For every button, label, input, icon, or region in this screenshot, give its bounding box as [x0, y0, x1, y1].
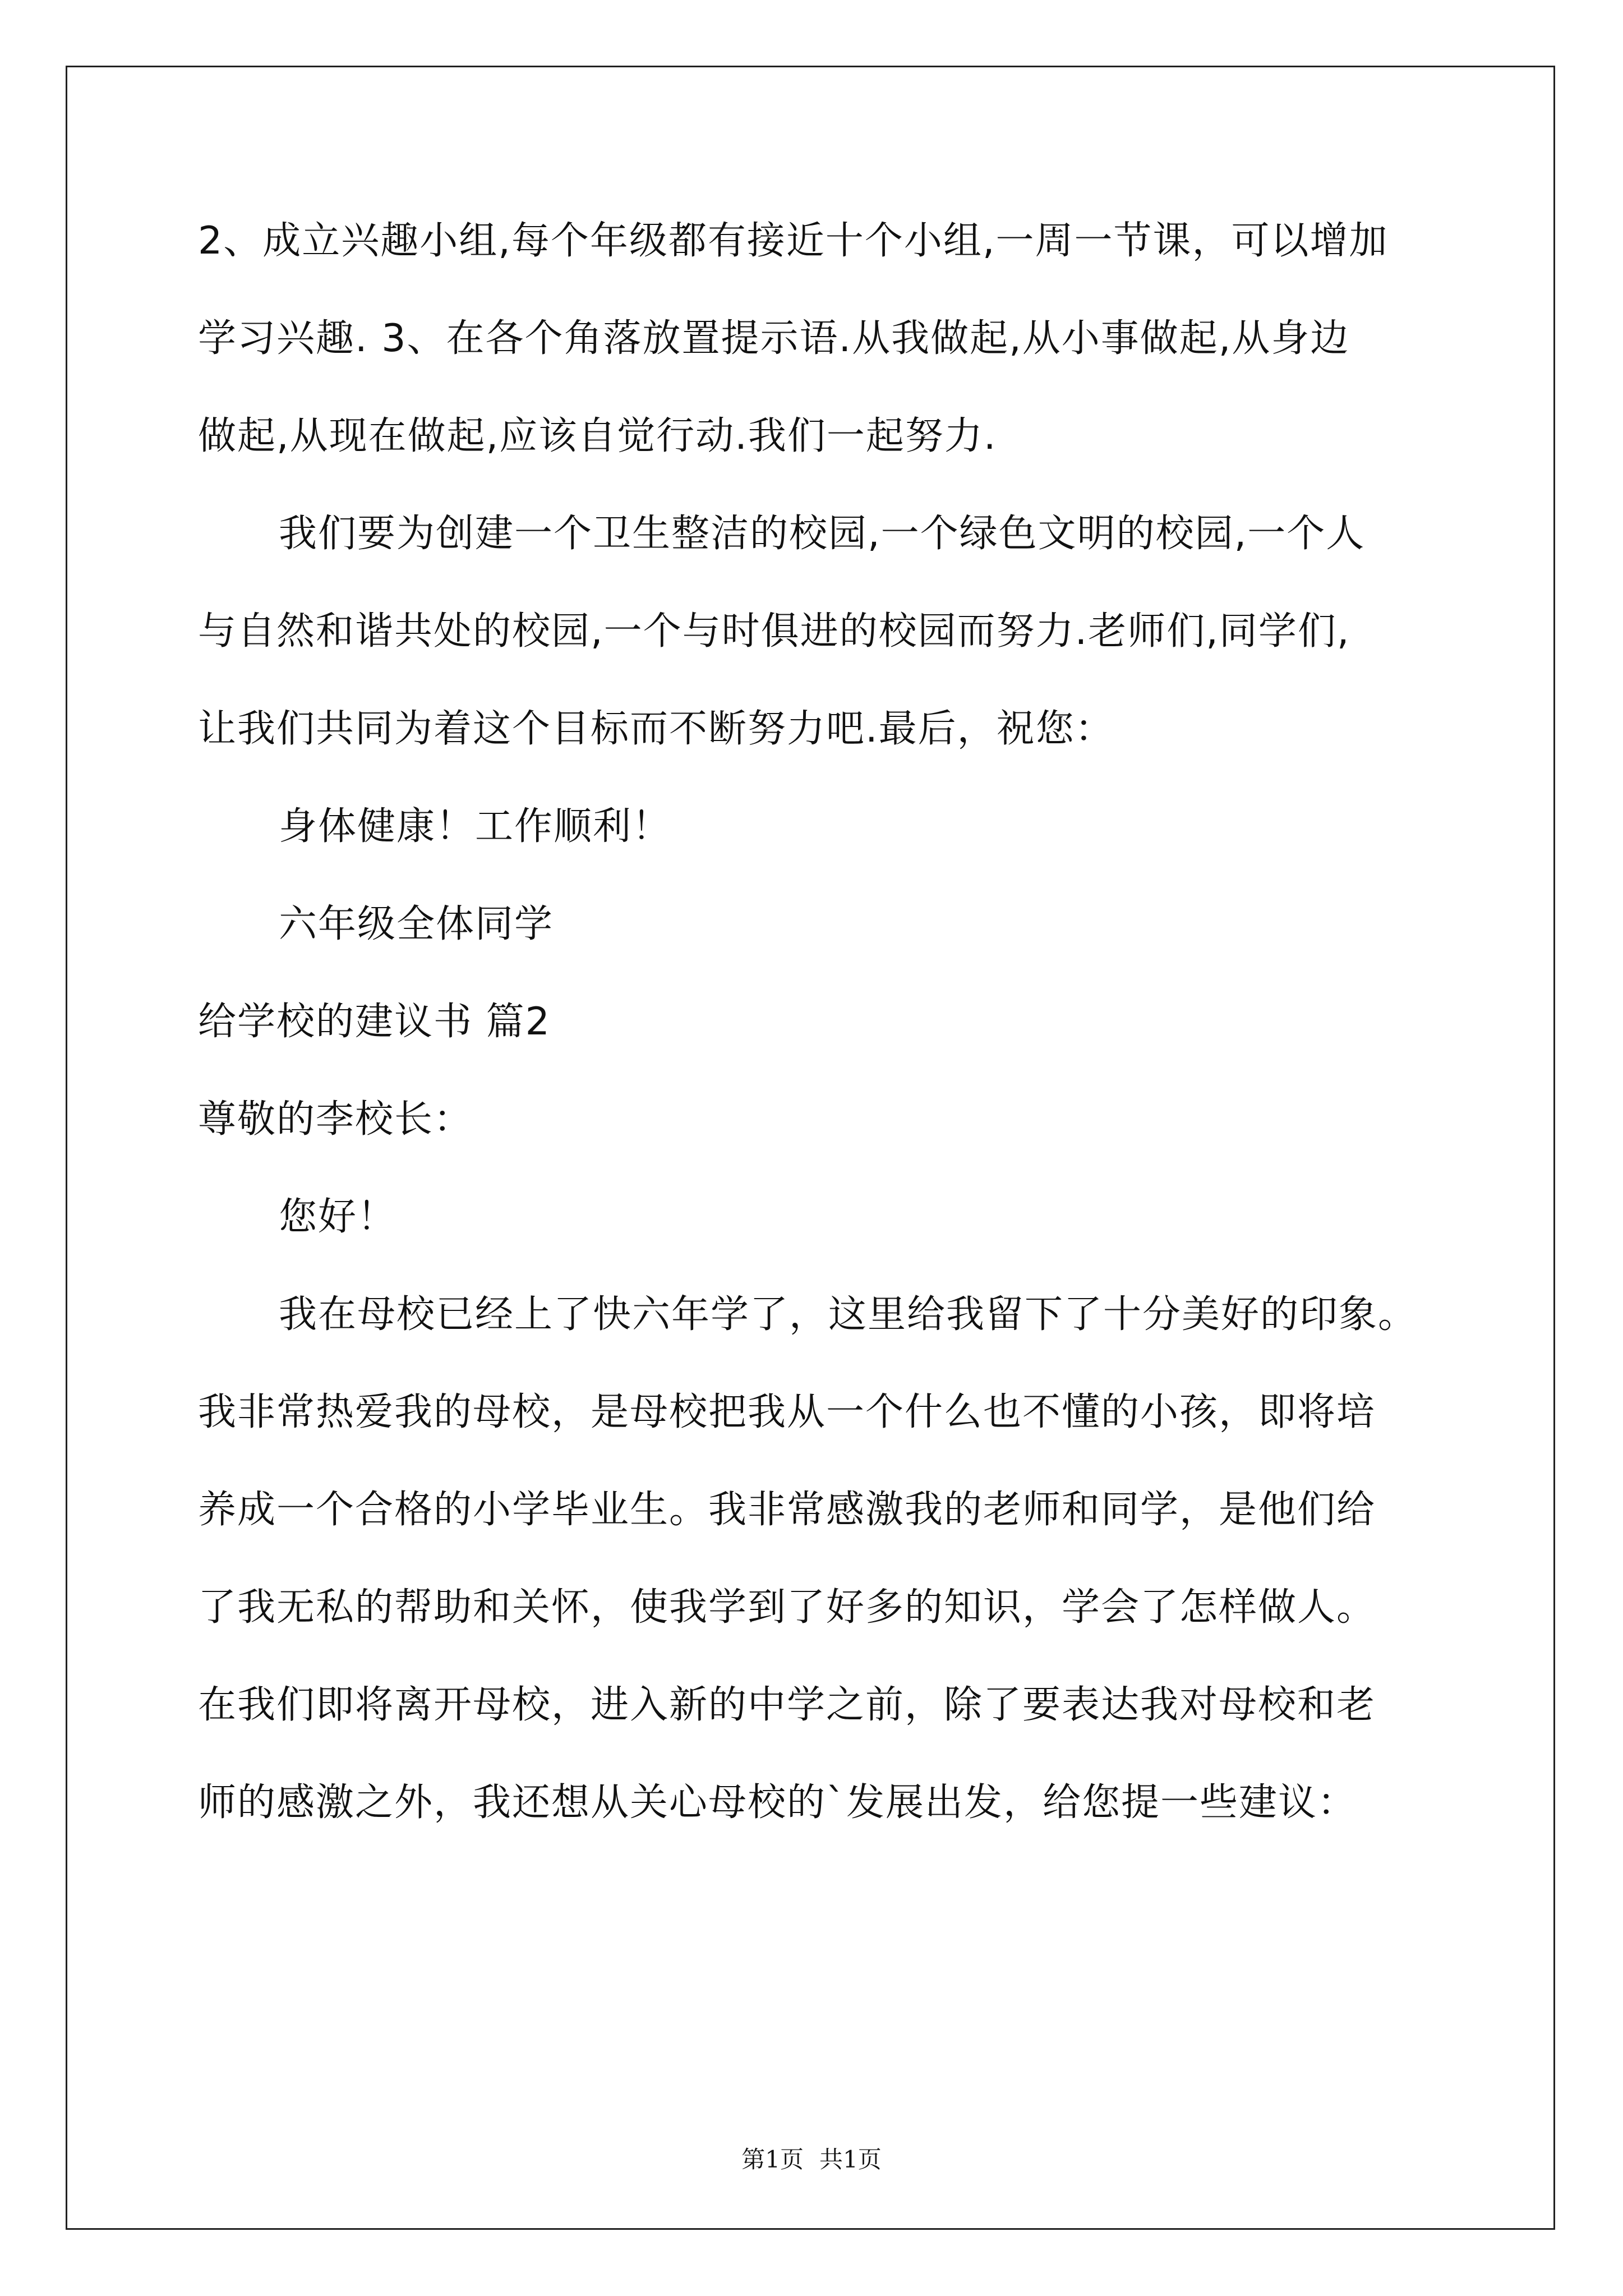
- signature: 六年级全体同学: [279, 902, 554, 946]
- text-line: 我非常热爱我的母校，是母校把我从一个什么也不懂的小孩，即将培: [198, 1390, 1376, 1434]
- text-line: 与自然和谐共处的校园,一个与时俱进的校园而努力.老师们,同学们,: [198, 609, 1350, 654]
- text-line: 养成一个合格的小学毕业生。我非常感激我的老师和同学，是他们给: [198, 1488, 1376, 1532]
- paragraph-line: 我们要为创建一个卫生整洁的校园,一个绿色文明的校园,一个人: [279, 512, 1366, 556]
- page-number: 第1页: [741, 2146, 804, 2173]
- text-line: 让我们共同为着这个目标而不断努力吧.最后，祝您：: [198, 707, 1114, 751]
- section-title: 给学校的建议书 篇2: [198, 1000, 551, 1044]
- greeting: 您好！: [279, 1195, 397, 1239]
- text-line: 2、成立兴趣小组,每个年级都有接近十个小组,一周一节课，可以增加: [198, 219, 1389, 263]
- salutation: 尊敬的李校长：: [198, 1097, 473, 1142]
- text-line: 师的感激之外，我还想从关心母校的`发展出发，给您提一些建议：: [198, 1780, 1357, 1825]
- page-total: 共1页: [819, 2146, 882, 2173]
- page-footer: [0, 2143, 1623, 2177]
- text-line: 学习兴趣. 3、在各个角落放置提示语.从我做起,从小事做起,从身边: [198, 316, 1350, 361]
- paragraph-line: 我在母校已经上了快六年学了，这里给我留下了十分美好的印象。: [279, 1292, 1418, 1337]
- text-line: 做起,从现在做起,应该自觉行动.我们一起努力.: [198, 414, 997, 458]
- text-line: 在我们即将离开母校，进入新的中学之前，除了要表达我对母校和老: [198, 1683, 1376, 1727]
- text-line: 了我无私的帮助和关怀，使我学到了好多的知识，学会了怎样做人。: [198, 1585, 1376, 1630]
- closing-wish: 身体健康！工作顺利！: [279, 804, 672, 849]
